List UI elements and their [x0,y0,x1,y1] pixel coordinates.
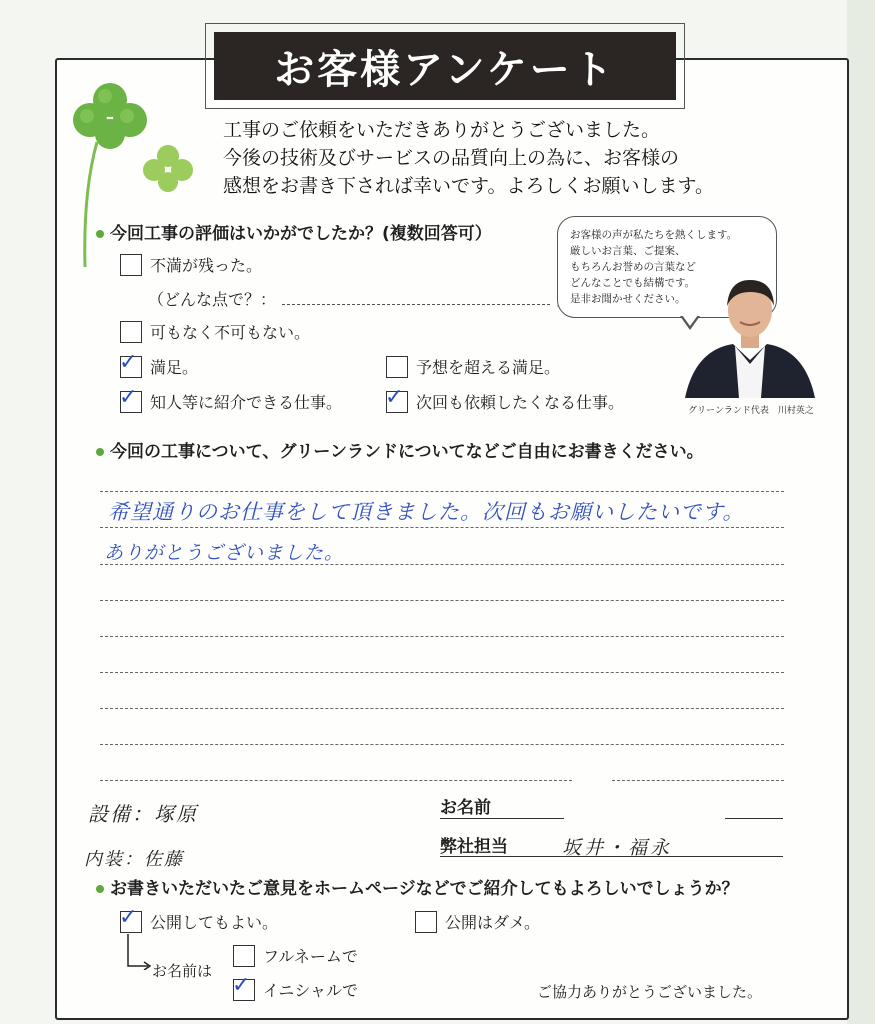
rep-underline [440,856,783,857]
q3-option-initial[interactable] [232,972,359,1001]
answer-line [100,780,572,781]
answer-line [100,491,784,492]
answer-text: ありがとうございました。 [104,542,345,564]
q3-option-fullname[interactable] [233,944,358,967]
option-label: 可もなく不可もない。 [150,323,311,342]
rep-value: 坂井・福永 [562,837,673,859]
checkbox[interactable] [415,911,437,933]
check-icon: ✓ [119,349,138,375]
q1-option-recommend[interactable] [119,384,343,413]
clover-small-icon [138,140,200,202]
answer-line [100,600,784,601]
representative-photo [685,270,815,398]
option-label: 満足。 [150,358,199,377]
option-label: フルネームで [263,947,358,966]
check-icon: ✓ [119,904,138,930]
answer-line [100,672,784,673]
answer-line [100,708,784,709]
q3-option-ng[interactable] [415,910,540,933]
option-label: 次回も依頼したくなる仕事。 [416,393,625,412]
q1-option-dissatisfied[interactable] [120,253,262,276]
q1-option-neutral[interactable] [120,320,310,343]
checkbox[interactable] [386,356,408,378]
bubble-line: 是非お聞かせください。 [570,293,686,305]
option-label: イニシャルで [263,981,359,1000]
intro-line: 今後の技術及びサービスの品質向上の為に、お客様の [223,147,680,169]
checkbox-checked[interactable] [119,904,142,933]
page-edge [847,0,875,1024]
bullet-icon [96,230,104,238]
thanks-text: ご協力ありがとうございました。 [537,983,763,1001]
option-label: 不満が残った。 [150,256,263,275]
bullet-icon [96,885,104,893]
name-label: お名前 [440,798,491,818]
check-icon: ✓ [232,972,251,998]
intro-line: 感想をお書き下されば幸いです。よろしくお願いします。 [223,175,714,197]
name-underline [725,818,783,819]
q3-heading: お書きいただいたご意見をホームページなどでご紹介してもよろしいでしょうか？ [96,874,739,899]
q3-option-ok[interactable] [119,904,279,933]
bubble-line: 厳しいお言葉、ご提案、 [570,245,686,257]
option-label: 公開してもよい。 [150,913,279,932]
checkbox-checked[interactable] [119,349,142,378]
option-label: 公開はダメ。 [445,913,541,932]
checkbox-checked[interactable] [119,384,142,413]
answer-line [100,744,784,745]
detail-field[interactable] [282,290,550,305]
bubble-line: お客様の声が私たちを熱くします。 [570,229,738,241]
q1-detail: （どんな点で？： [148,287,572,310]
photo-caption: グリーンランド代表 川村英之 [688,406,814,416]
answer-line [100,527,784,528]
check-icon: ✓ [119,384,138,410]
branch-arrow-icon [124,934,154,970]
intro-line: 工事のご依頼をいただきありがとうございました。 [223,119,661,141]
intro-text [223,116,714,200]
option-label: 知人等に紹介できる仕事。 [150,393,343,412]
check-icon: ✓ [385,384,404,410]
q2-heading: 今回の工事について、グリーンランドについてなどご自由にお書きください。 [96,437,704,462]
bullet-icon [96,448,104,456]
checkbox-checked[interactable] [232,972,255,1001]
answer-text: 希望通りのお仕事をして頂きました。次回もお願いしたいです。 [108,500,745,524]
title-banner [205,23,685,109]
name-underline [440,818,564,819]
page-title: お客様アンケート [214,32,676,100]
staff-line: 設備：塚原 [88,802,198,826]
name-format-label: お名前は [152,962,213,980]
checkbox[interactable] [120,254,142,276]
checkbox[interactable] [120,321,142,343]
staff-line: 内装：佐藤 [84,849,184,870]
answer-line [100,636,784,637]
q1-heading: 今回工事の評価はいかがでしたか？(複数回答可） [96,219,492,244]
q1-option-satisfied[interactable] [119,349,199,378]
checkbox-checked[interactable] [385,384,408,413]
option-label: 予想を超える満足。 [416,358,561,377]
bubble-line: どんなことでも結構です。 [570,277,696,289]
q1-option-repeat[interactable] [385,384,625,413]
bubble-line: もちろんお誉めの言葉など [570,261,696,273]
answer-line [612,780,784,781]
q1-option-beyond[interactable] [386,355,560,378]
rep-label: 弊社担当 [440,837,508,857]
checkbox[interactable] [233,945,255,967]
